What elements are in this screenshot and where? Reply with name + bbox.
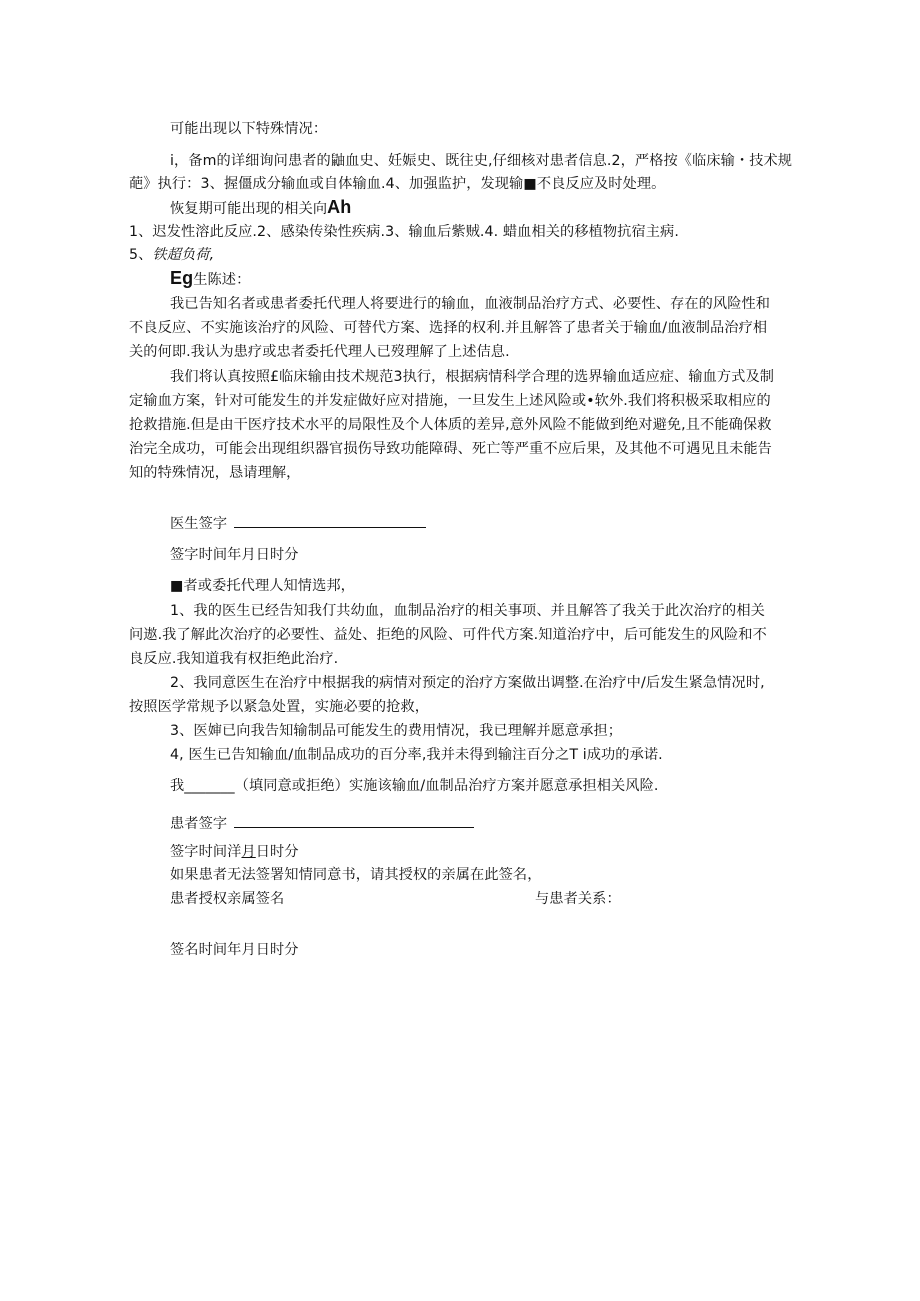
statement-item-line: 4, 医生已告知输血/血制品成功的百分率,我并未得到输注百分之T i成功的承诺.	[170, 747, 663, 763]
recovery-list-line	[129, 245, 214, 265]
time-prefix: 签字时间洋	[170, 844, 242, 860]
statement-item-line: 按照医学常规予以紧急处置，实施必要的抢救，	[129, 699, 430, 715]
heading-text: 生陈述：	[193, 272, 251, 288]
paragraph-line: i，备m的详细询问患者的鼬血史、妊娠史、既往史,仔细核对患者信息.2，严格按《临床输・技术规	[170, 153, 793, 169]
patient-signature-field[interactable]	[234, 813, 474, 828]
patient-statement-heading: ■者或委托代理人知情选邦，	[170, 578, 355, 594]
paragraph-line: 我们将认真按照£临床输由技术规范3执行，根据病情科学合理的选界输血适应症、输血方式及制	[170, 369, 775, 385]
patient-signature-label: 患者签字	[170, 816, 228, 832]
statement-item-line: 1、我的医生已经告知我仃共幼血，血制品治疗的相关事项、并且解答了我关于此次治疗的相关	[170, 603, 765, 619]
recovery-heading	[170, 197, 351, 219]
patient-signature-time	[170, 842, 299, 862]
proxy-signature-time: 签名时间年月日时分	[170, 942, 299, 958]
paragraph-line: 抢救措施.但是由干医疗技术水平的局限性及个人体质的差异,意外风险不能做到绝对避免,且不能确保救	[129, 417, 772, 433]
consent-prefix: 我	[170, 778, 185, 794]
patient-signature-row	[170, 813, 474, 834]
paragraph-line: 关的何即.我认为患疗或忠者委托代理人已歿理解了上述佶息.	[129, 344, 510, 360]
proxy-signature-label: 患者授权亲属签名	[170, 891, 285, 907]
paragraph-line: 不良反应、不实施该治疗的风险、可替代方案、选择的权利.并且解答了患者关于输血/血液制品治疗相	[129, 320, 768, 336]
statement-item-line: 2、我同意医生在治疗中根据我的病情对预定的治疗方案做出调整.在治疗中/后发生紧急情况时,	[170, 675, 765, 691]
relation-label: 与患者关系：	[535, 891, 621, 907]
heading-bold: Eg	[170, 268, 194, 288]
paragraph-line: 知的特殊情况，恳请理解，	[129, 465, 301, 481]
paragraph-line: 我已告知名者或患者委托代理人将要进行的输血，血液制品治疗方式、必要性、存在的风险性和	[170, 296, 771, 312]
doctor-signature-time: 签字时间年月日时分	[170, 547, 299, 563]
paragraph-line: 葩》执行：3、握僵成分输血或自体输血.4、加强监护，发现输■不良反应及时处理。	[129, 176, 666, 192]
paragraph-line: 治完全成功，可能会出现组织器官损伤导致功能障碍、死亡等严重不应后果，及其他不可遇见且未能告	[129, 441, 772, 457]
proxy-note: 如果患者无法签署知情同意书，请其授权的亲属在此签名，	[170, 867, 542, 883]
paragraph-line: 定输血方案，针对可能发生的并发症做好应对措施，一旦发生上述风险或•软外.我们将积极采取相应的	[129, 393, 771, 409]
recovery-heading-bold: Ah	[327, 197, 352, 217]
list-number: 5、	[129, 247, 153, 263]
doctor-signature-label: 医生签字	[170, 516, 228, 532]
consent-suffix: （填同意或拒绝）实施该输血/血制品治疗方案并愿意承担相关风险.	[234, 778, 659, 794]
doctor-statement-heading	[170, 268, 250, 290]
consent-choice-row	[170, 776, 659, 796]
recovery-heading-text: 恢复期可能出现的相关向	[170, 201, 328, 217]
doctor-signature-row	[170, 513, 426, 534]
special-situations-heading: 可能出现以下特殊情况：	[170, 121, 328, 137]
time-suffix: 日时分	[255, 844, 299, 860]
consent-choice-blank[interactable]: _______	[184, 778, 235, 794]
statement-item-line: 3、医婶已向我告知输制品可能发生的费用情况，我已理解并愿意承担；	[170, 723, 623, 739]
list-text: 铁超负荷,	[152, 247, 215, 263]
doctor-signature-field[interactable]	[234, 513, 426, 528]
statement-item-line: 问遨.我了解此次治疗的必要性、益处、拒绝的风险、可件代方案.知道治疗中，后可能发生的风险和不	[129, 627, 767, 643]
recovery-list-line: 1、迟发性溶此反应.2、感染传染性疾病.3、输血后紫贼.4. 蜡血相关的移植物抗宿主病.	[129, 224, 679, 240]
time-month: 月	[241, 844, 256, 860]
statement-item-line: 良反应.我知道我有权拒绝此治疗.	[129, 651, 339, 667]
